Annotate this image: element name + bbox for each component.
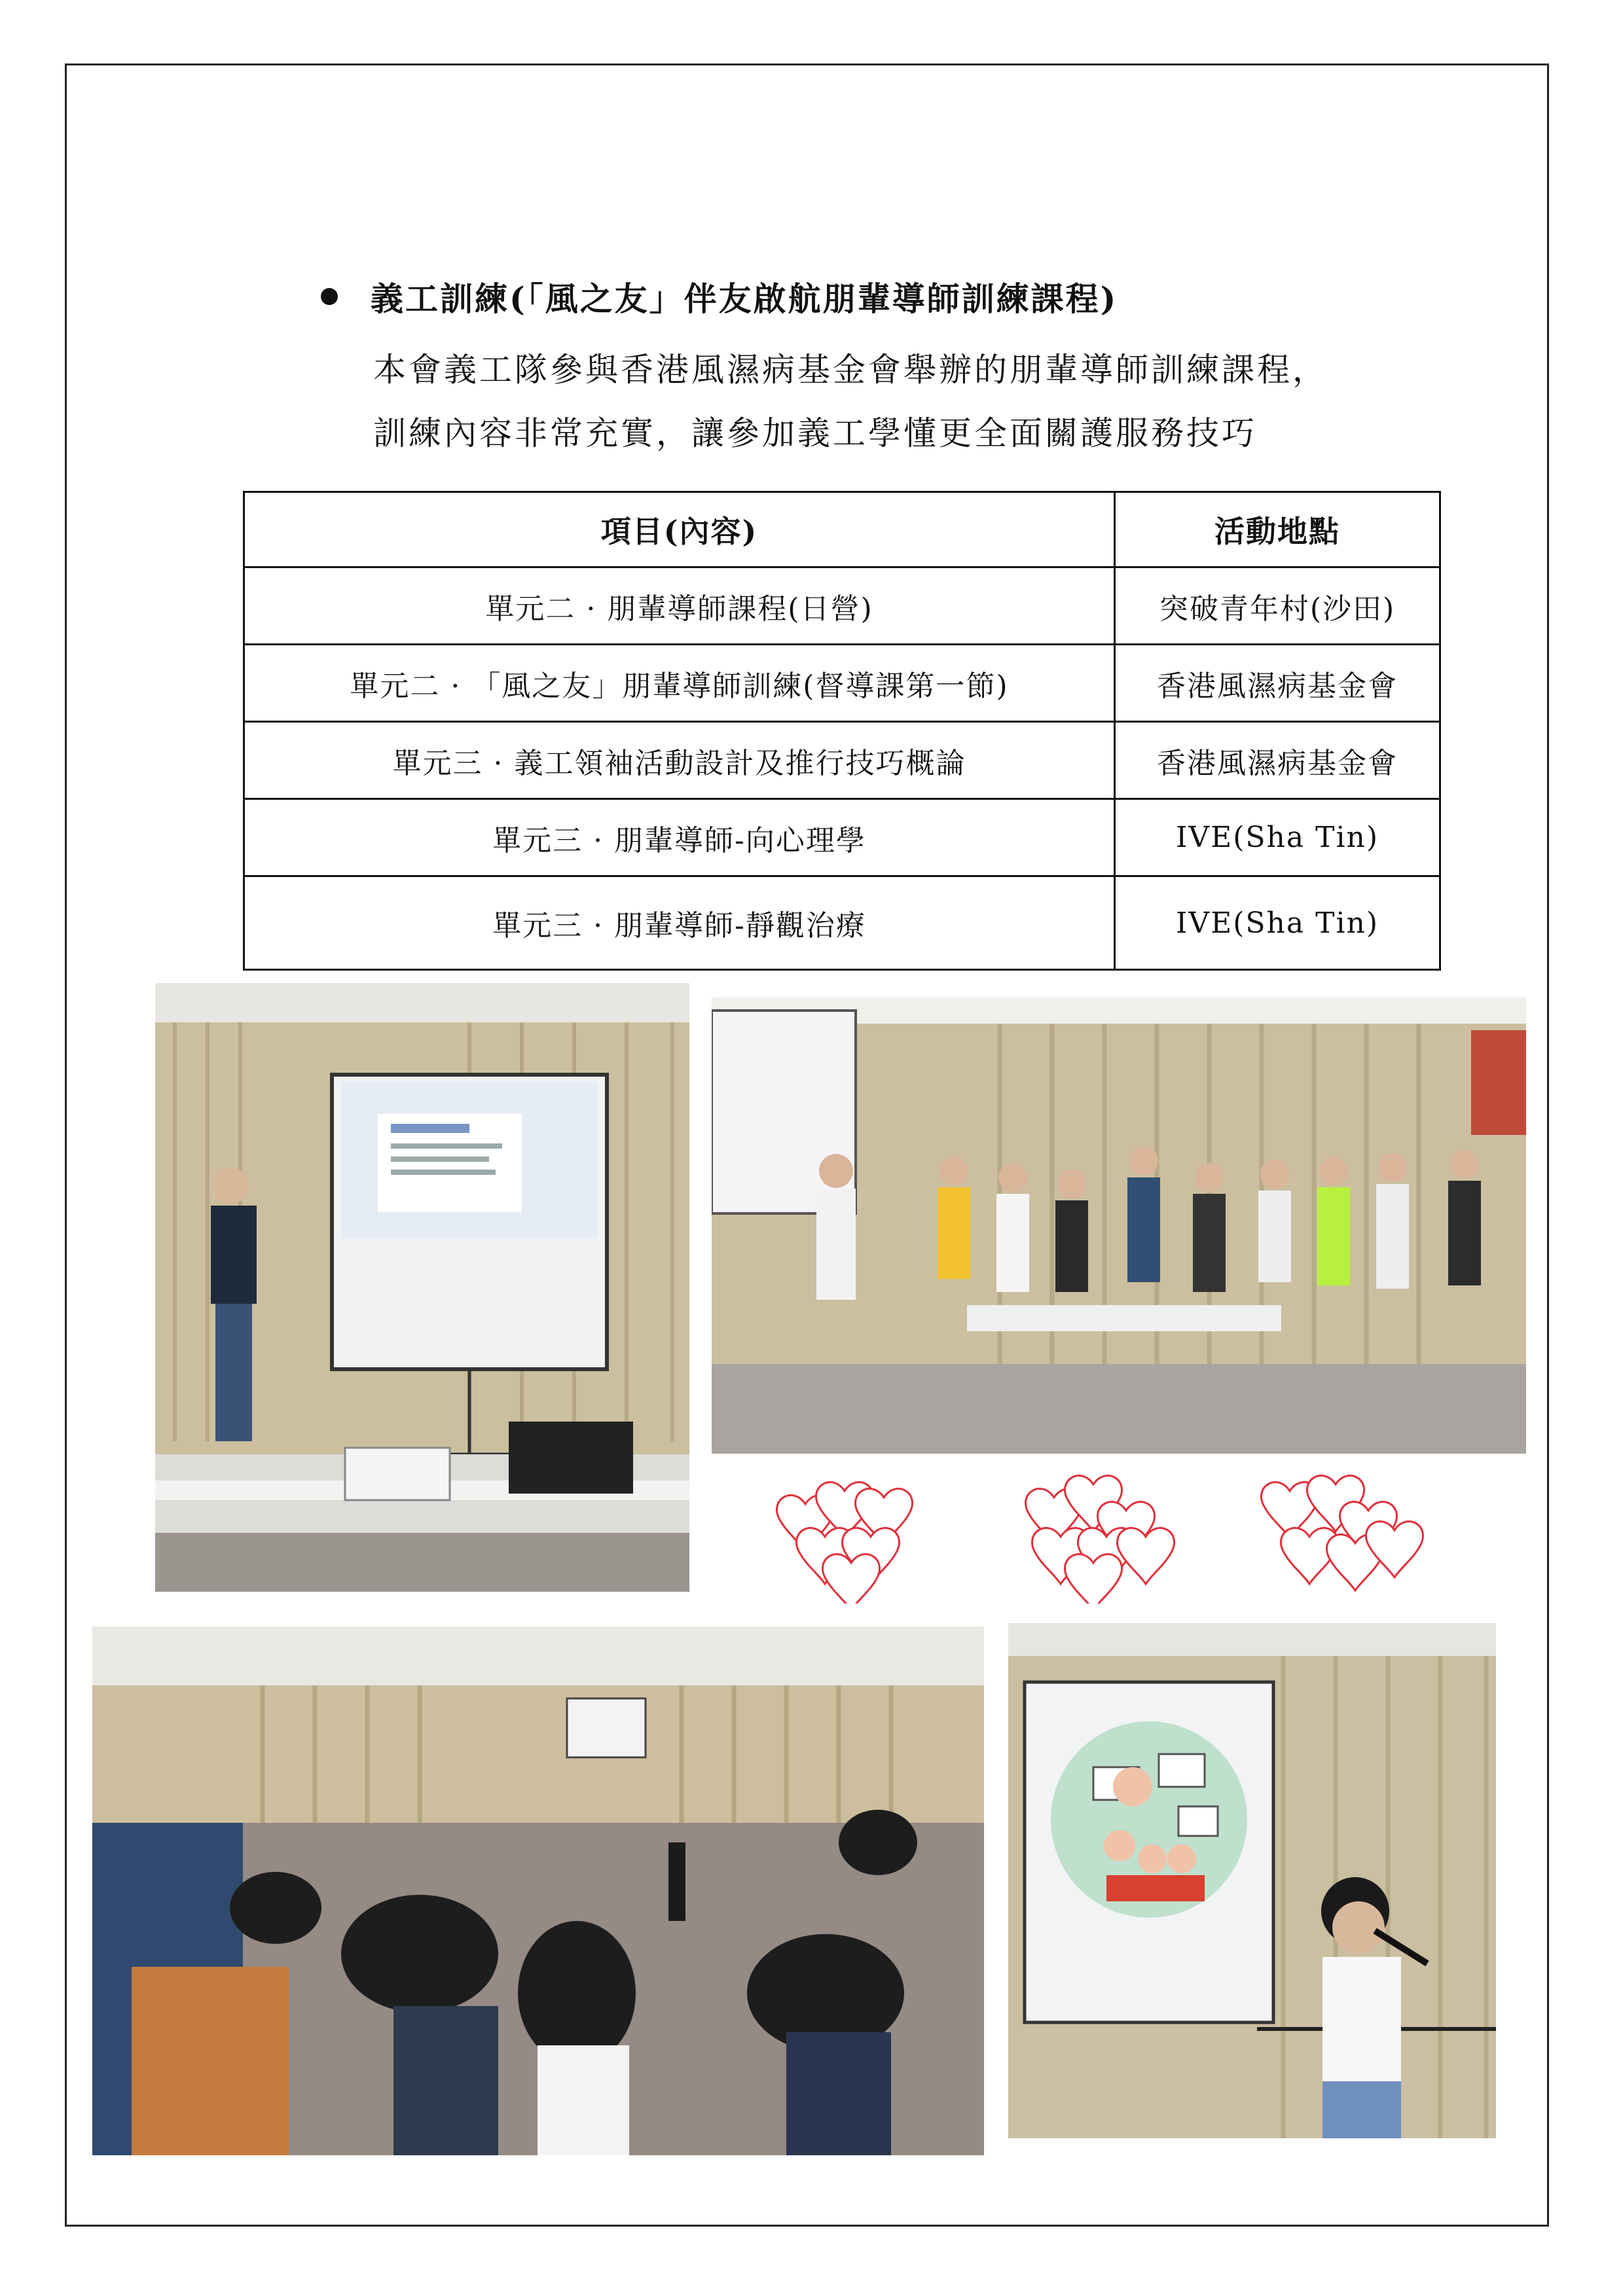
bullet-icon — [321, 288, 338, 305]
cell-venue: IVE(Sha Tin) — [1115, 876, 1440, 970]
header-venue: 活動地點 — [1115, 492, 1440, 567]
photo-audience-hall — [92, 1626, 984, 2155]
table-header-row — [244, 492, 1440, 567]
table-row — [244, 876, 1440, 970]
cell-venue: 突破青年村(沙田) — [1115, 567, 1440, 645]
section-title: 義工訓練(「風之友」伴友啟航朋輩導師訓練課程) — [371, 279, 1118, 318]
photo-speaker-microphone — [1008, 1623, 1496, 2138]
section-heading — [321, 274, 1118, 319]
table-row — [244, 799, 1440, 876]
table-row — [244, 567, 1440, 645]
intro-line-2: 訓練內容非常充實，讓參加義工學懂更全面關護服務技巧 — [373, 414, 1257, 452]
cell-item: 單元三 · 義工領袖活動設計及推行技巧概論 — [244, 722, 1115, 799]
photo-presenter-screen — [155, 983, 689, 1592]
cell-venue: 香港風濕病基金會 — [1115, 645, 1440, 722]
cell-venue: 香港風濕病基金會 — [1115, 722, 1440, 799]
training-schedule-table — [243, 491, 1441, 971]
hearts-decoration — [766, 1473, 1447, 1604]
cell-venue: IVE(Sha Tin) — [1115, 799, 1440, 876]
table-row — [244, 645, 1440, 722]
cell-item: 單元三 · 朋輩導師-靜觀治療 — [244, 876, 1115, 970]
header-item: 項目(內容) — [244, 492, 1115, 567]
intro-line-1: 本會義工隊參與香港風濕病基金會舉辦的朋輩導師訓練課程， — [373, 351, 1328, 389]
cell-item: 單元二 · 「風之友」朋輩導師訓練(督導課第一節) — [244, 645, 1115, 722]
table-row — [244, 722, 1440, 799]
cell-item: 單元三 · 朋輩導師-向心理學 — [244, 799, 1115, 876]
photo-group-standing — [712, 997, 1526, 1454]
cell-item: 單元二 · 朋輩導師課程(日營) — [244, 567, 1115, 645]
